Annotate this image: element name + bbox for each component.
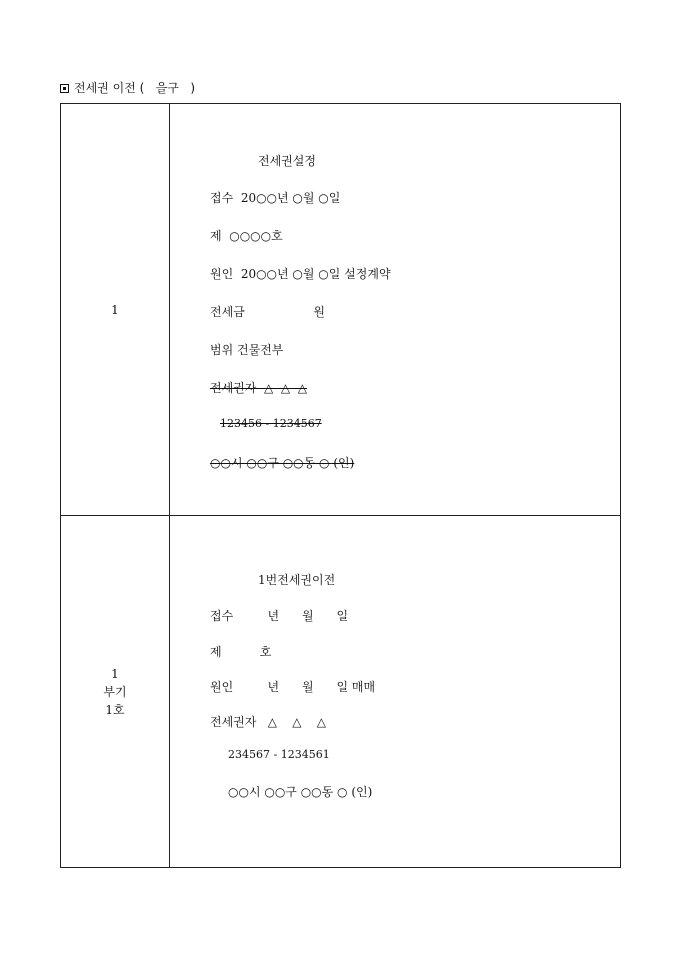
- rank-supplement-label: 부기: [103, 684, 127, 699]
- filled-square-icon: [60, 84, 69, 93]
- registry-row: [61, 516, 621, 868]
- rank-number: 1: [111, 666, 119, 681]
- number-line: 제 호: [210, 645, 272, 659]
- cause-line: 원인 년 월 일 매매: [210, 680, 376, 694]
- receipt-line: 접수 20○○년 ○월 ○일: [210, 191, 341, 205]
- section-heading: [60, 79, 195, 96]
- number-line: 제 ○○○○호: [210, 229, 283, 243]
- entry-content-cell: [170, 104, 621, 516]
- entry-content-cell: [170, 516, 621, 868]
- rank-supplement-number: 1호: [105, 702, 125, 717]
- holder-line: 전세권자 △ △ △: [210, 715, 327, 729]
- rank-number-cell: [61, 516, 170, 868]
- registry-table: [60, 103, 621, 868]
- entry-title: 전세권설정: [258, 154, 316, 168]
- id-number-line-struck: 123456 - 1234567: [220, 417, 322, 430]
- deposit-line: 전세금 원: [210, 305, 326, 319]
- section-heading-text: 전세권 이전 ( 을구 ): [74, 81, 196, 95]
- registry-row: [61, 104, 621, 516]
- id-number-line: 234567 - 1234561: [228, 748, 330, 761]
- scope-line: 범위 건물전부: [210, 343, 284, 357]
- address-line: ○○시 ○○구 ○○동 ○ (인): [228, 785, 373, 799]
- address-line-struck: ○○시 ○○구 ○○동 ○ (인): [210, 456, 355, 470]
- rank-number-cell: [61, 104, 170, 516]
- entry-title: 1번전세권이전: [258, 573, 336, 587]
- cause-line: 원인 20○○년 ○월 ○일 설정계약: [210, 267, 391, 281]
- receipt-line: 접수 년 월 일: [210, 609, 349, 623]
- holder-line-struck: 전세권자 △ △ △: [210, 381, 307, 395]
- rank-number: 1: [111, 302, 119, 317]
